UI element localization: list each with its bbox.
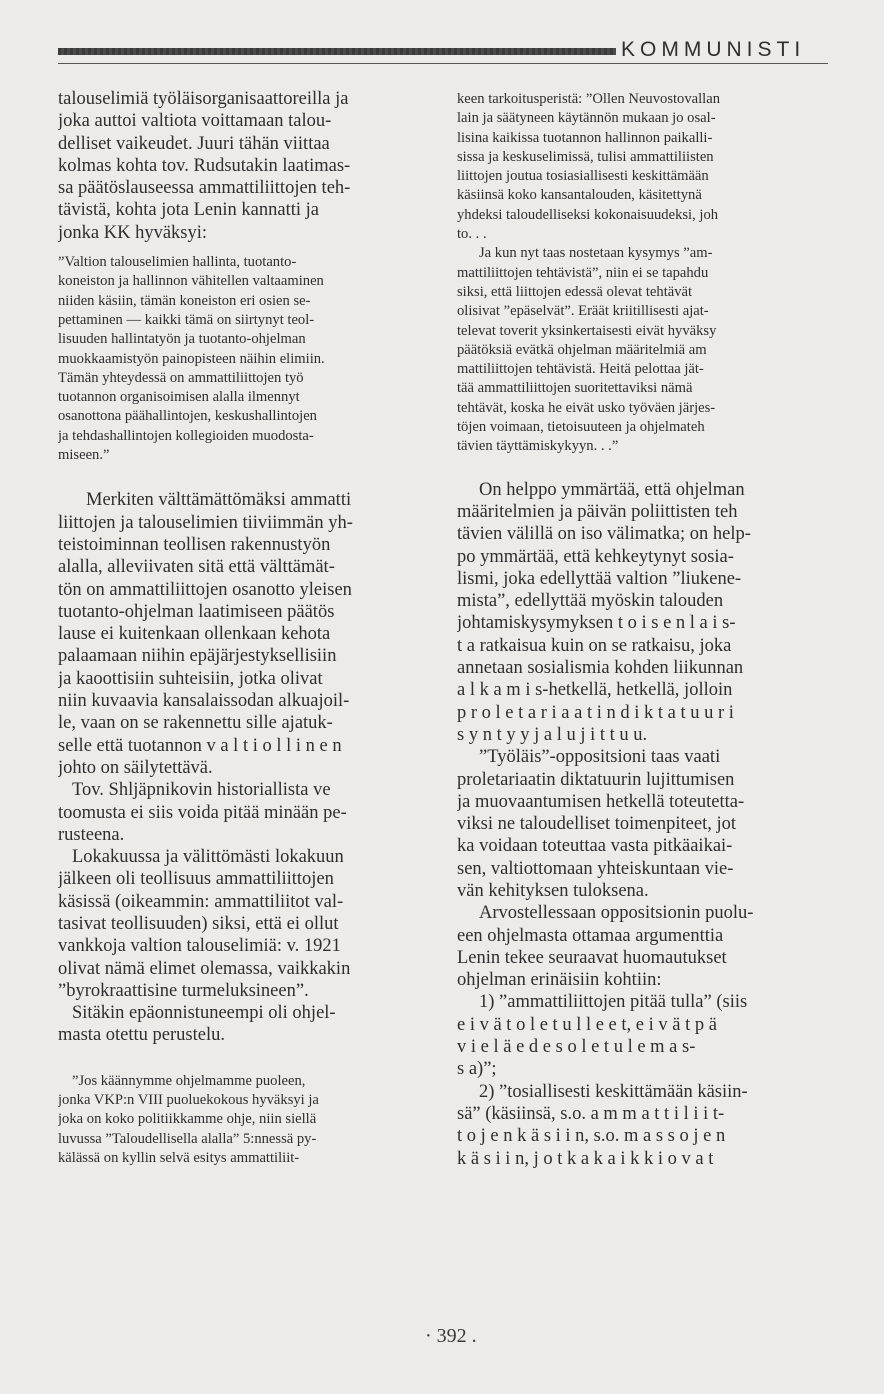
paragraph [58,1002,430,1047]
text-line: määritelmien ja päivän poliittisten teh [457,501,738,522]
text-line: lisuuden hallintatyön ja tuotanto-ohjelman [58,331,306,348]
text-line: tuotannon organisoimisen alalla ilmennyt [58,389,300,406]
block-quote-continued [457,90,829,244]
text-line: talouselimiä työläisorganisaattoreilla ja [58,89,349,109]
text-line: palaamaan niihin epäjärjestyksellisiin [58,646,337,667]
text-line: proletariaatin diktatuurin lujittumisen [457,769,735,790]
text-line: töjen voimaan, tietoisuuteen ja ohjelmateh [457,419,705,436]
text-line: Merkiten välttämättömäksi ammatti [86,490,352,511]
text-line: johto on säilytettävä. [58,757,213,778]
text-line: Lenin tekee seuraavat huomautukset [457,947,727,968]
text-line: kolmas kohta tov. Rudsutakin laatimas- [58,155,351,176]
text-line: kälässä on kyllin selvä esitys ammattiliit- [58,1149,300,1166]
text-line: mattiliittojen tehtävistä. Heitä pelottaa jät- [457,361,704,378]
text-line: keen tarkoitusperistä: ”Ollen Neuvostovallan [457,91,721,107]
text-line: teistoiminnan teollisen rakennustyön [58,534,331,555]
text-line: v i e l ä e d e s o l e t u l e m a s- [457,1037,696,1058]
left-column [58,86,430,1168]
text-line: alalla, alleviivaten sitä että välttämät- [58,557,335,578]
running-title: KOMMUNISTI [621,38,806,61]
text-line: 2) ”tosiallisesti keskittämään käsiin- [479,1081,748,1102]
text-line: t a ratkaisua kuin on se ratkaisu, joka [457,635,732,656]
text-line: sissa ja keskuselimissä, tulisi ammattiliisten [457,148,714,165]
text-line: Tov. Shljäpnikovin historiallista ve [72,780,331,801]
text-line: to. . . [457,226,487,243]
text-line: lismi, joka edellyttää valtion ”liukene- [457,568,742,589]
text-line: lisina kaikissa tuotannon hallinnon paikalli- [457,129,713,146]
text-line: siksi, että liittojen edessä olevat tehtävät [457,283,693,300]
text-line: t o j e n k ä s i i n, s.o. m a s s o j e n [457,1126,726,1147]
header-rule-thin [58,63,828,64]
block-quote-continued [457,244,829,456]
header-rule-thick [58,48,616,55]
text-line: a l k a m i s-hetkellä, hetkellä, jolloin [457,680,733,701]
text-line: ”byrokraattisine turmeluksineen”. [58,980,309,1001]
text-line: le, vaan on se rakennettu sille ajatuk- [58,713,333,734]
text-line: Arvostellessaan oppositsionin puolu- [479,903,754,924]
text-line: tuotanto-ohjelman laatimiseen päätös [58,601,335,622]
text-line: masta otettu perustelu. [58,1025,225,1046]
paragraph [457,1081,829,1170]
text-line: mattiliittojen tehtävistä”, niin ei se tapahdu [457,264,709,281]
text-line: liittojen ja talouselimien tiiviimmän yh- [58,512,353,533]
text-line: muokkaamistyön painopisteen näihin elimiin. [58,350,325,367]
text-line: päätöksiä evätkä ohjelman määritelmiä am [457,341,707,358]
text-line: tävien täyttämiskykyyn. . .” [457,438,619,455]
text-line: miseen.” [58,447,110,464]
text-line: televat toverit yksinkertaisesti eivät hyväksy [457,322,717,339]
text-line: yhdeksi taloudelliseksi kokonaisuudeksi, joh [457,206,719,223]
text-line: ”Valtion talouselimien hallinta, tuotanto- [58,254,297,271]
text-line: pettaminen — kaikki tämä on siirtynyt teol- [58,311,315,328]
text-line: niiden käsiin, tämän koneiston eri osien se- [58,292,311,309]
text-line: olivat nämä elimet olemassa, vaikkakin [58,958,351,979]
text-line: viksi ne taloudelliset toimenpiteet, jot [457,814,736,835]
text-line: rusteena. [58,824,125,845]
text-line: vankkoja valtion talouselimiä: v. 1921 [58,936,341,957]
text-line: jälkeen oli teollisuus ammattiliittojen [58,869,334,890]
text-line: tää ammattiliittojen suoritettaviksi nämä [457,380,693,397]
text-line: delliset vaikeudet. Juuri tähän viittaa [58,133,330,154]
text-line: po ymmärtää, että kehkeytynyt sosia- [457,546,734,567]
text-line: Ja kun nyt taas nostetaan kysymys ”am- [479,245,713,262]
text-line: toomusta ei siis voida pitää minään pe- [58,802,347,823]
text-line: niin kuvaavia kansalaissodan alkuajoil- [58,691,350,712]
text-line: jonka KK hyväksyi: [58,222,208,243]
text-line: osanottona päähallintojen, keskushallintojen [58,408,317,425]
text-line: lause ei kuitenkaan ollenkaan kehota [58,624,331,645]
text-line: käsiinsä koko kansantalouden, käsitettynä [457,187,702,204]
text-line: tävistä, kohta jota Lenin kannatti ja [58,200,319,221]
text-line: 1) ”ammattiliittojen pitää tulla” (siis [479,992,748,1013]
text-line: ja kaoottisiin suhteisiin, jotka olivat [58,668,323,689]
paragraph [457,746,829,902]
text-line: p r o l e t a r i a a t i n d i k t a t u u r i [457,702,734,723]
text-line: sa päätöslauseessa ammattiliittojen teh- [58,178,351,199]
paragraph [58,846,430,1002]
paragraph [58,779,430,846]
block-quote [58,1072,430,1168]
text-line: een ohjelmasta ottamaa argumenttia [457,925,724,946]
text-line: k ä s i i n, j o t k a k a i k k i o v a t [457,1148,714,1169]
text-line: tehtävät, koska he eivät usko työväen järjes- [457,399,716,416]
paragraph [58,489,430,779]
paragraph [457,902,829,991]
text-line: selle että tuotannon v a l t i o l l i n e n [58,735,342,756]
text-line: annetaan sosialismia kohden liikunnan [457,658,744,679]
text-line: joka auttoi valtiota voittamaan talou- [58,111,332,132]
text-line: mista”, edellyttää myöskin talouden [457,591,724,612]
text-line: ”Jos käännymme ohjelmamme puoleen, [72,1072,306,1089]
text-line: s a)”; [457,1059,497,1080]
text-line: Lokakuussa ja välittömästi lokakuun [72,847,344,868]
text-line: tävien välillä on iso välimatka; on help- [457,524,751,545]
page-number: · 392 . [425,1325,477,1347]
text-line: koneiston ja hallinnon vähitellen valtaaminen [58,273,324,290]
text-line: sen, valtiottomaan yhteiskuntaan vie- [457,858,734,879]
text-line: Sitäkin epäonnistuneempi oli ohjel- [72,1003,336,1024]
text-line: joka on koko politiikkamme ohje, niin siellä [58,1111,317,1128]
text-line: liittojen joutua tosiasiallisesti keskittämään [457,168,709,185]
text-line: lain ja säätyneen käytännön mukaan jo osal- [457,110,716,127]
text-line: olisivat ”epäselvät”. Eräät kriitillisesti ajat- [457,303,709,320]
text-line: ja muovaantumisen hetkellä toteutetta- [457,791,745,812]
paragraph [457,479,829,747]
text-line: jonka VKP:n VIII puoluekokous hyväksyi ja [58,1092,319,1109]
text-line: tön on ammattiliittojen osanotto yleisen [58,579,352,600]
text-line: sä” (käsiinsä, s.o. a m m a t t i l i i t- [457,1103,725,1124]
text-line: ohjelman erinäisiin kohtiin: [457,970,662,991]
text-line: johtamiskysymyksen t o i s e n l a i s- [457,613,736,634]
text-line: ka voidaan toteuttaa vasta pitkäaikai- [457,836,733,857]
paragraph [457,991,829,1080]
text-line: ja tehdashallintojen kollegioiden muodosta- [58,427,314,444]
paragraph [58,88,430,244]
block-quote [58,253,430,465]
text-line: luvussa ”Taloudellisella alalla” 5:nnessä py- [58,1130,317,1147]
right-column [457,86,829,1170]
text-line: tasivat teollisuuden) siksi, että ei ollut [58,913,339,934]
text-line: s y n t y y j a l u j i t t u u. [457,724,648,745]
text-line: käsissä (oikeammin: ammattiliitot val- [58,891,344,912]
text-line: vän kehityksen tuloksena. [457,880,649,901]
text-line: e i v ä t o l e t u l l e e t, e i v ä t p ä [457,1014,717,1035]
text-line: Tämän yhteydessä on ammattiliittojen työ [58,369,304,386]
text-line: On helppo ymmärtää, että ohjelman [479,479,745,500]
text-line: ”Työläis”-oppositsioni taas vaati [479,747,721,768]
